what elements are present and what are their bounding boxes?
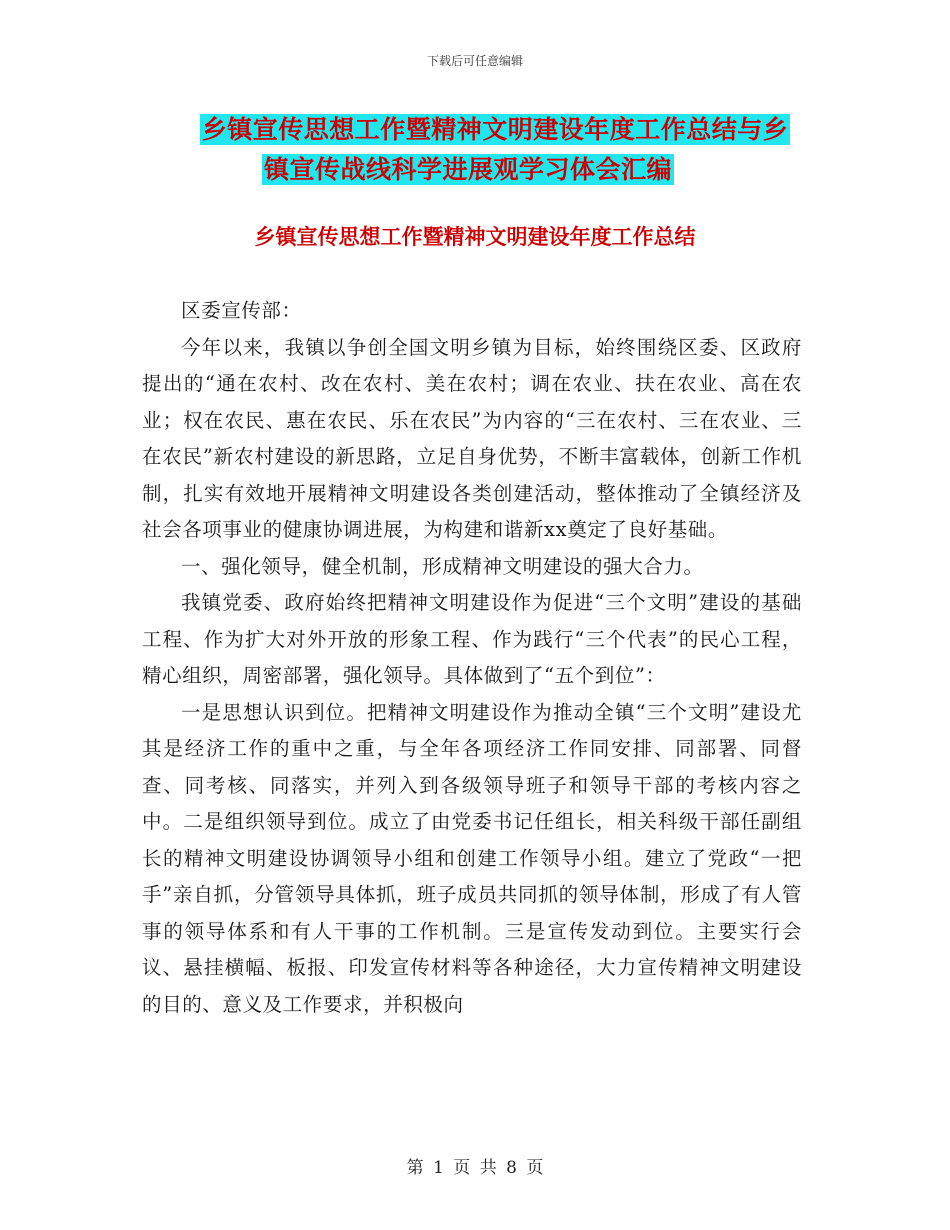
document-body <box>142 293 802 1023</box>
page-number: 第 1 页 共 8 页 <box>406 1158 544 1178</box>
paragraph-heading-1: 一、强化领导，健全机制，形成精神文明建设的强大合力。 <box>181 554 704 578</box>
document-title <box>0 110 950 190</box>
section-title: 乡镇宣传思想工作暨精神文明建设年度工作总结 <box>254 225 696 249</box>
document-title-line-2-text: 镇宣传战线科学进展观学习体会汇编 <box>264 155 673 184</box>
page-header-note: 下载后可任意编辑 <box>426 54 523 68</box>
document-title-line-2 <box>0 150 950 190</box>
paragraph-five-measures: 一是思想认识到位。把精神文明建设作为推动全镇“三个文明”建设尤其是经济工作的重中之重，与全年各项经济工作同安排、同部署、同督查、同考核、同落实，并列入到各级领导班子和领导干部的考核内容之中。二是组织领导到位。成立了由党委书记任组长，相关科级干部任副组长的精神文明建设协调领导小组和创建工作领导小组。建立了党政“一把手”亲自抓，分管领导具体抓，班子成员共同抓的领导体制，形成了有人管事的领导体系和有人干事的工作机制。三是宣传发动到位。主要实行会议、悬挂横幅、板报、印发宣传材料等各种途径，大力宣传精神文明建设的目的、意义及工作要求，并积极向 <box>142 700 802 1016</box>
document-title-line-1-text: 乡镇宣传思想工作暨精神文明建设年度工作总结与乡 <box>201 115 789 144</box>
paragraph-leadership: 我镇党委、政府始终把精神文明建设作为促进“三个文明”建设的基础工程、作为扩大对外开放的形象工程、作为践行“三个代表”的民心工程，精心组织，周密部署，强化领导。具体做到了“五个到位”： <box>142 591 802 687</box>
document-title-line-1 <box>0 110 950 150</box>
paragraph-intro: 今年以来，我镇以争创全国文明乡镇为目标，始终围绕区委、区政府提出的“通在农村、改在农村、美在农村；调在农业、扶在农业、高在农业；权在农民、惠在农民、乐在农民”为内容的“三在农村、三在农业、三在农民”新农村建设的新思路，立足自身优势，不断丰富载体，创新工作机制，扎实有效地开展精神文明建设各类创建活动，整体推动了全镇经济及社会各项事业的健康协调进展，为构建和谐新xx奠定了良好基础。 <box>142 335 802 541</box>
salutation: 区委宣传部： <box>181 299 302 322</box>
